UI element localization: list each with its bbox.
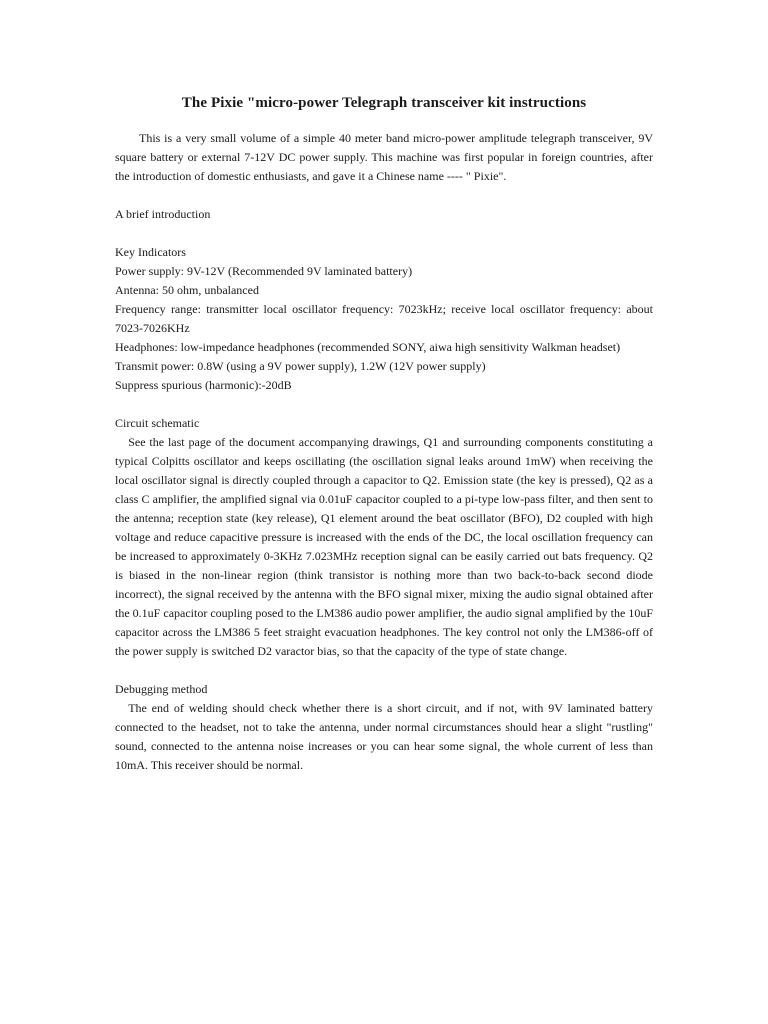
indicator-power-supply: Power supply: 9V-12V (Recommended 9V laminated battery) xyxy=(115,264,413,278)
document-title: The Pixie "micro-power Telegraph transceiver kit instructions xyxy=(181,95,587,111)
key-indicators-heading: Key Indicators xyxy=(115,245,186,259)
indicator-spurious: Suppress spurious (harmonic):-20dB xyxy=(115,378,292,392)
intro-paragraph: This is a very small volume of a simple 40 meter band micro-power amplitude telegraph transceiver, 9V square battery or external 7-12V DC power supply. This machine was first popular in foreign countries, after the introduction of domestic enthusiasts, and gave it a Chinese name ---- " Pixie". xyxy=(115,131,653,183)
spacer xyxy=(115,395,653,414)
indicator-antenna: Antenna: 50 ohm, unbalanced xyxy=(115,283,259,297)
spacer xyxy=(115,661,653,680)
brief-intro-heading: A brief introduction xyxy=(115,207,211,221)
debugging-body: The end of welding should check whether there is a short circuit, and if not, with 9V laminated battery connected to the headset, not to take the antenna, under normal circumstances should hear a slight "rustling" sound, connected to the antenna noise increases or you can hear some signal, the whole current of less than 10mA. This receiver should be normal. xyxy=(115,701,653,772)
document-page xyxy=(115,92,653,775)
indicator-frequency-range: Frequency range: transmitter local oscillator frequency: 7023kHz; receive local oscillator frequency: about 7023-7026KHz xyxy=(115,302,653,335)
indicator-transmit-power: Transmit power: 0.8W (using a 9V power supply), 1.2W (12V power supply) xyxy=(115,359,486,373)
circuit-schematic-body: See the last page of the document accompanying drawings, Q1 and surrounding components constituting a typical Colpitts oscillator and keeps oscillating (the oscillation signal leaks around 1mW) when receiving the local oscillator signal is directly coupled through a capacitor to Q2. Emission state (the key is pressed), Q2 as a class C amplifier, the amplified signal via 0.01uF capacitor coupled to a pi-type low-pass filter, and then sent to the antenna; reception state (key release), Q1 element around the beat oscillator (BFO), D2 coupled with high voltage and reduce capacitive pressure is increased with the ends of the DC, the local oscillation frequency can be increased to approximately 0-3KHz 7.023MHz reception signal can be easily carried out bats frequency. Q2 is biased in the non-linear region (think transistor is nothing more than two back-to-back second diode incorrect), the signal received by the antenna with the BFO signal mixer, mixing the audio signal obtained after the 0.1uF capacitor coupling posed to the LM386 audio power amplifier, the audio signal amplified by the 10uF capacitor across the LM386 5 feet straight evacuation headphones. The key control not only the LM386-off of the power supply is switched D2 varactor bias, so that the capacity of the type of state change. xyxy=(115,435,653,658)
circuit-schematic-heading: Circuit schematic xyxy=(115,416,200,430)
indicator-headphones: Headphones: low-impedance headphones (recommended SONY, aiwa high sensitivity Walkman headset) xyxy=(115,340,621,354)
spacer xyxy=(115,186,653,205)
spacer xyxy=(115,224,653,243)
debugging-heading: Debugging method xyxy=(115,682,208,696)
